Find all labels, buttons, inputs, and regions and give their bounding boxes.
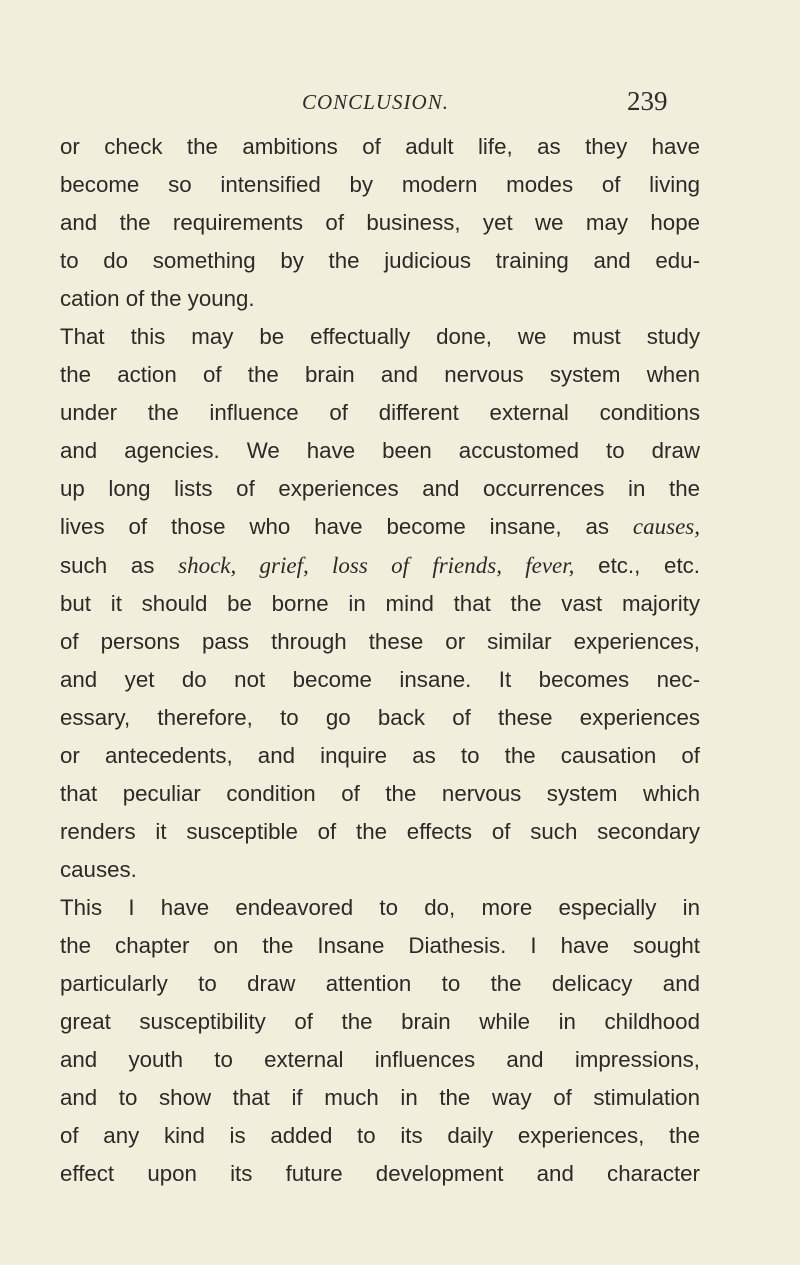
text-line: and the requirements of business, yet we may hope [60,210,700,236]
running-title: CONCLUSION. [302,90,449,114]
text-segment: lives of those who have become insane, as [60,514,610,540]
text-line: to do something by the judicious training and edu- [60,248,700,274]
text-line: causes. [60,856,137,882]
text-line: essary, therefore, to go back of these experiences [60,704,700,730]
text-line: renders it susceptible of the effects of such secondary [60,818,700,844]
text-line: or antecedents, and inquire as to the causation of [60,742,700,768]
text-line: up long lists of experiences and occurrences in the [60,476,700,502]
text-line: cation of the young. [60,286,255,312]
italic-segment: causes, [632,514,700,540]
text-line: but it should be borne in mind that the vast majority [60,590,700,616]
text-line: This I have endeavored to do, more especially in [60,894,700,920]
text-line-mixed [60,547,700,585]
page-number: 239 [627,86,668,116]
text-line: of persons pass through these or similar experiences, [60,628,700,654]
text-line: effect upon its future development and character [60,1161,700,1187]
text-line: and youth to external influences and impressions, [60,1047,700,1073]
text-line: and yet do not become insane. It becomes nec- [60,666,700,692]
text-line: and agencies. We have been accustomed to draw [60,438,700,464]
text-segment: etc., etc. [598,552,700,578]
italic-segment: shock, grief, loss of friends, fever, [178,552,575,578]
text-line: particularly to draw attention to the delicacy and [60,971,700,997]
text-line: great susceptibility of the brain while in childhood [60,1009,700,1035]
page-header [0,86,800,120]
text-segment: such as [60,552,155,578]
text-line: become so intensified by modern modes of living [60,172,700,198]
text-line: under the influence of different external conditions [60,400,700,426]
body-text [60,128,700,1193]
text-line: of any kind is added to its daily experiences, the [60,1123,700,1149]
text-line: and to show that if much in the way of stimulation [60,1085,700,1111]
text-line: the action of the brain and nervous system when [60,362,700,388]
text-line: the chapter on the Insane Diathesis. I have sought [60,932,700,958]
text-line: That this may be effectually done, we must study [60,324,700,350]
text-line-mixed [60,508,700,546]
text-line: or check the ambitions of adult life, as they have [60,134,700,159]
text-line: that peculiar condition of the nervous system which [60,780,700,806]
